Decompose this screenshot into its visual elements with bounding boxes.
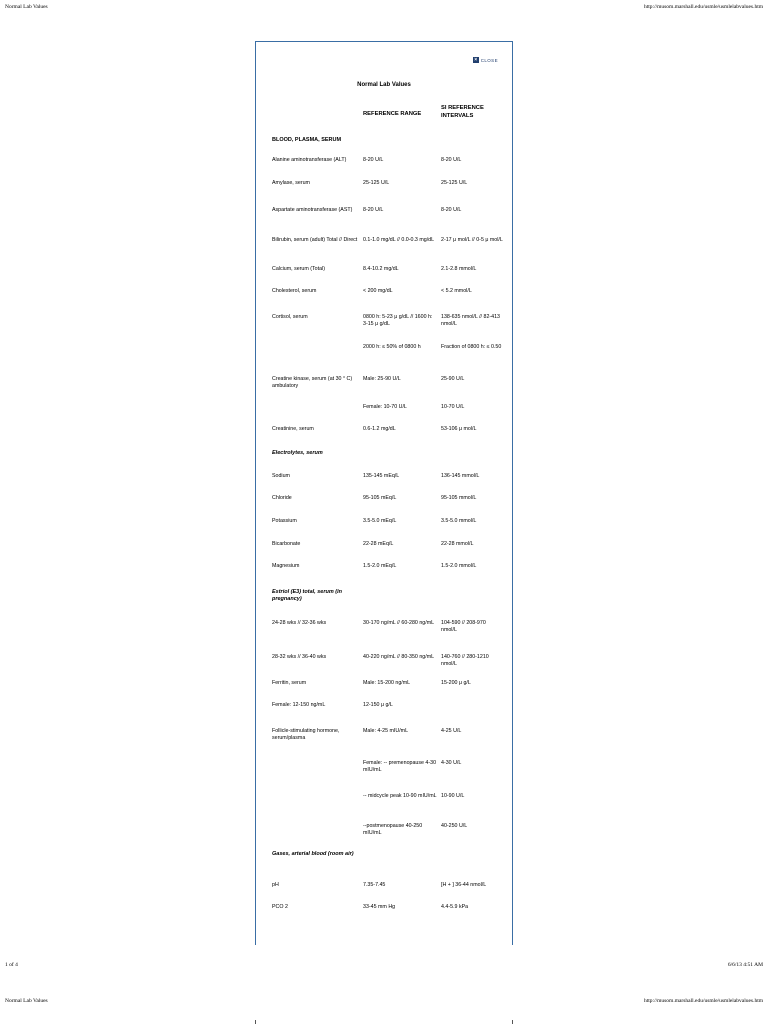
si-interval-cell: 40-250 U/L [441,823,468,829]
reference-range-cell: 0.6-1.2 mg/dL [363,426,396,432]
reference-range-cell: 2000 h: ≤ 50% of 0800 h [363,344,421,350]
si-interval-cell: 2-17 μ mol/L // 0-5 μ mol/L [441,237,503,243]
si-reference-header: SI REFERENCE INTERVALS [441,105,484,119]
test-name-cell: Aspartate aminotransferase (AST) [272,207,353,213]
test-name-cell: Ferritin, serum [272,680,307,686]
reference-range-cell: --postmenopause 40-250 mIU/mL [363,823,423,836]
test-name-cell: Cholesterol, serum [272,288,317,294]
close-label: CLOSE [480,57,498,63]
test-name-cell: Gases, arterial blood (room air) [272,851,354,857]
reference-range-cell: 33-45 mm Hg [363,904,396,910]
reference-range-cell: Female: -- premenopause 4-30 mIU/mL [363,760,437,773]
test-name-cell: Female: 12-150 ng/mL [272,702,326,708]
page-title: Normal Lab Values [357,82,411,88]
test-name-cell: pH [272,882,279,888]
test-name-cell: BLOOD, PLASMA, SERUM [272,137,342,143]
next-page-header-title: Normal Lab Values [5,998,48,1004]
test-name-cell: Calcium, serum (Total) [272,266,325,272]
si-interval-cell: [H + ] 36-44 nmol/L [441,882,487,888]
test-name-cell: 24-28 wks // 32-36 wks [272,620,327,626]
reference-range-cell: Male: 25-90 U/L [363,376,401,382]
reference-range-cell: 12-150 μ g/L [363,702,393,708]
reference-range-cell: 25-125 U/L [363,180,390,186]
reference-range-cell: 8.4-10.2 mg/dL [363,266,399,272]
si-interval-cell: 15-200 μ g/L [441,680,471,686]
si-interval-cell: 104-590 // 208-970 nmol/L [441,620,486,633]
reference-range-cell: 40-220 ng/mL // 80-350 ng/mL [363,654,435,660]
test-name-cell: Electrolytes, serum [272,450,323,456]
reference-range-cell: Male: 15-200 ng/mL [363,680,411,686]
next-page-left-edge [255,1020,256,1024]
si-interval-cell: 4-25 U/L [441,728,462,734]
test-name-cell: Amylase, serum [272,180,310,186]
test-name-cell: Magnesium [272,563,300,569]
reference-range-cell: < 200 mg/dL [363,288,393,294]
test-name-cell: 28-32 wks // 36-40 wks [272,654,327,660]
si-interval-cell: 4-30 U/L [441,760,462,766]
reference-range-header: REFERENCE RANGE [363,111,422,117]
reference-range-cell: 30-170 ng/mL // 60-280 ng/mL [363,620,435,626]
reference-range-cell: 3.5-5.0 mEq/L [363,518,397,524]
print-header-title: Normal Lab Values [5,4,48,10]
si-interval-cell: 10-90 U/L [441,793,465,799]
si-interval-cell: 3.5-5.0 mmol/L [441,518,477,524]
next-page-header-url: http://musom.marshall.edu/usmle/usmlelabvalues.htm [644,998,763,1004]
close-icon: × [474,57,478,63]
test-name-cell: Chloride [272,495,292,501]
lab-values-panel [255,41,513,945]
test-name-cell: Cortisol, serum [272,314,308,320]
test-name-cell: Estriol (E3) total, serum (in pregnancy) [272,589,342,602]
test-name-cell: Creatine kinase, serum (at 30 ° C) ambulatory [272,376,353,389]
si-interval-cell: 10-70 U/L [441,404,465,410]
test-name-cell: Potassium [272,518,297,524]
si-interval-cell: 1.5-2.0 mmol/L [441,563,477,569]
print-footer-timestamp: 6/6/13 4:51 AM [727,962,763,968]
reference-range-cell: 0.1-1.0 mg/dL // 0.0-0.3 mg/dL [363,237,435,243]
si-interval-cell: Fraction of 0800 h: ≤ 0.50 [441,344,502,350]
reference-range-cell: Male: 4-25 mIU/mL [363,728,409,734]
reference-range-cell: 135-145 mEq/L [363,473,400,479]
test-name-cell: PCO 2 [272,904,288,910]
test-name-cell: Sodium [272,473,290,479]
test-name-cell: Alanine aminotransferase (ALT) [272,157,347,163]
reference-range-cell: 22-28 mEq/L [363,541,394,547]
si-interval-cell: 25-125 U/L [441,180,468,186]
si-interval-cell: 25-90 U/L [441,376,465,382]
reference-range-cell: -- midcycle peak 10-90 mIU/mL [363,793,437,799]
si-interval-cell: 53-106 μ mol/L [441,426,477,432]
print-footer-page-number: 1 of 4 [5,962,18,968]
close-button[interactable] [473,57,498,63]
reference-range-cell: 8-20 U/L [363,157,384,163]
reference-range-cell: 1.5-2.0 mEq/L [363,563,397,569]
next-page-right-edge [512,1020,513,1024]
reference-range-cell: 0800 h: 5-23 μ g/dL // 1600 h: 3-15 μ g/dL [363,314,433,327]
reference-range-cell: 7.35-7.45 [363,882,386,888]
si-interval-cell: 2.1-2.8 mmol/L [441,266,477,272]
si-interval-cell: 136-145 mmol/L [441,473,480,479]
si-interval-cell: 95-105 mmol/L [441,495,477,501]
si-interval-cell: 4.4-5.9 kPa [441,904,469,910]
reference-range-cell: 8-20 U/L [363,207,384,213]
si-interval-cell: 22-28 mmol/L [441,541,474,547]
si-interval-cell: 8-20 U/L [441,207,462,213]
test-name-cell: Creatinine, serum [272,426,314,432]
si-interval-cell: 138-635 nmol/L // 82-413 nmol/L [441,314,500,327]
reference-range-cell: 95-105 mEq/L [363,495,397,501]
si-interval-cell: 140-760 // 280-1210 nmol/L [441,654,489,667]
si-interval-cell: < 5.2 mmol/L [441,288,472,294]
print-header-url: http://musom.marshall.edu/usmle/usmlelabvalues.htm [644,4,763,10]
si-interval-cell: 8-20 U/L [441,157,462,163]
test-name-cell: Bicarbonate [272,541,301,547]
test-name-cell: Follicle-stimulating hormone, serum/plasma [272,728,340,741]
reference-range-cell: Female: 10-70 U/L [363,404,407,410]
test-name-cell: Bilirubin, serum (adult) Total // Direct [272,237,358,243]
